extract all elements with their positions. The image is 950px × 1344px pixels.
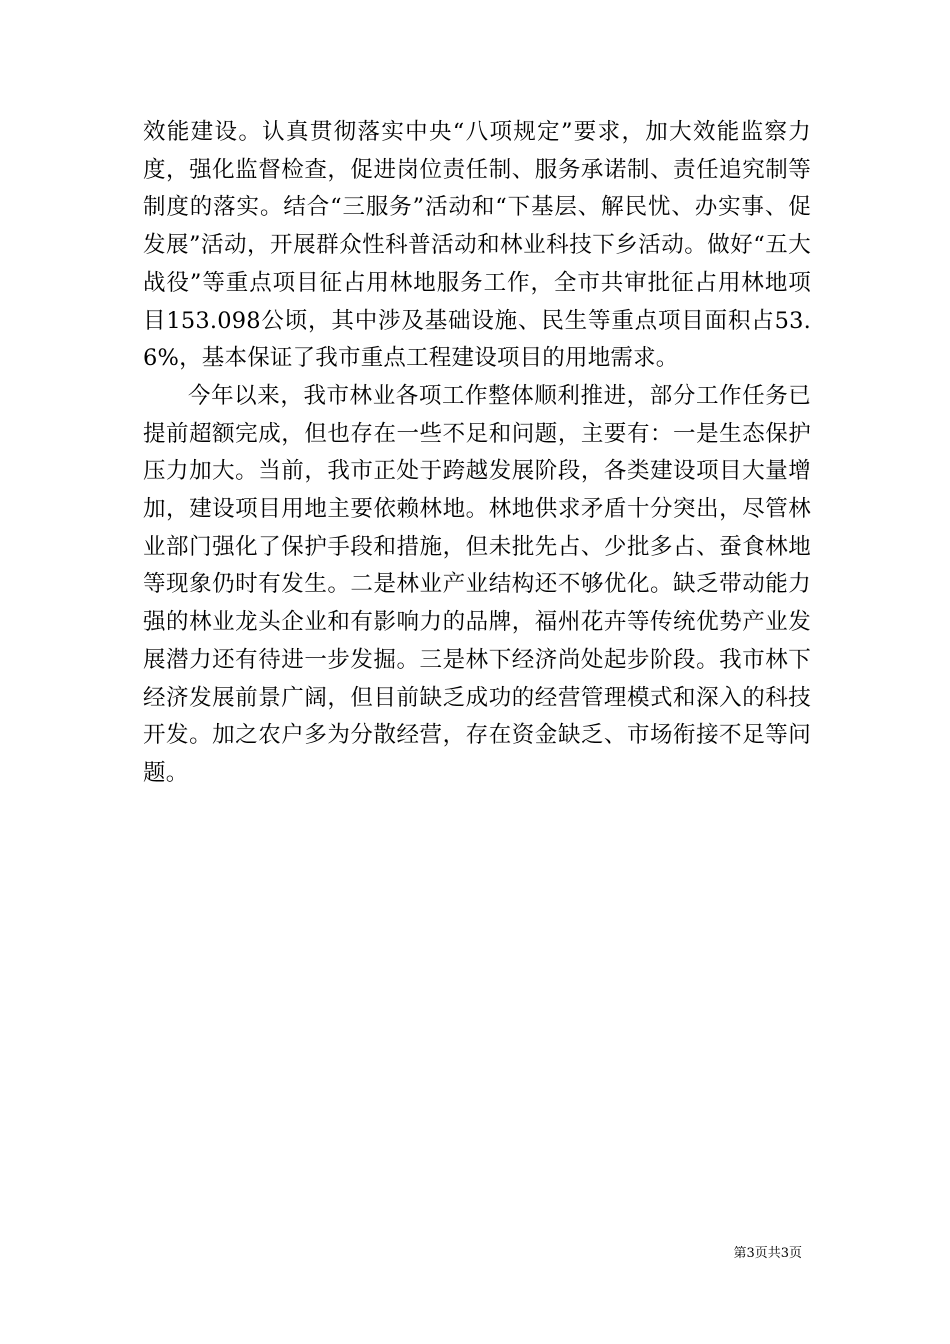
document-body	[143, 114, 811, 793]
paragraph-1: 效能建设。认真贯彻落实中央“八项规定”要求，加大效能监察力度，强化监督检查，促进岗位责任制、服务承诺制、责任追究制等制度的落实。结合“三服务”活动和“下基层、解民忧、办实事、促发展”活动，开展群众性科普活动和林业科技下乡活动。做好“五大战役”等重点项目征占用林地服务工作，全市共审批征占用林地项目153.098公顷，其中涉及基础设施、民生等重点项目面积占53.6%，基本保证了我市重点工程建设项目的用地需求。	[143, 119, 811, 372]
page-number-footer: 第3页共3页	[733, 1246, 802, 1261]
paragraph-2: 今年以来，我市林业各项工作整体顺利推进，部分工作任务已提前超额完成，但也存在一些不足和问题，主要有：一是生态保护压力加大。当前，我市正处于跨越发展阶段，各类建设项目大量增加，建设项目用地主要依赖林地。林地供求矛盾十分突出，尽管林业部门强化了保护手段和措施，但未批先占、少批多占、蚕食林地等现象仍时有发生。二是林业产业结构还不够优化。缺乏带动能力强的林业龙头企业和有影响力的品牌，福州花卉等传统优势产业发展潜力还有待进一步发掘。三是林下经济尚处起步阶段。我市林下经济发展前景广阔，但目前缺乏成功的经营管理模式和深入的科技开发。加之农户多为分散经营，存在资金缺乏、市场衔接不足等问题。	[143, 382, 811, 786]
